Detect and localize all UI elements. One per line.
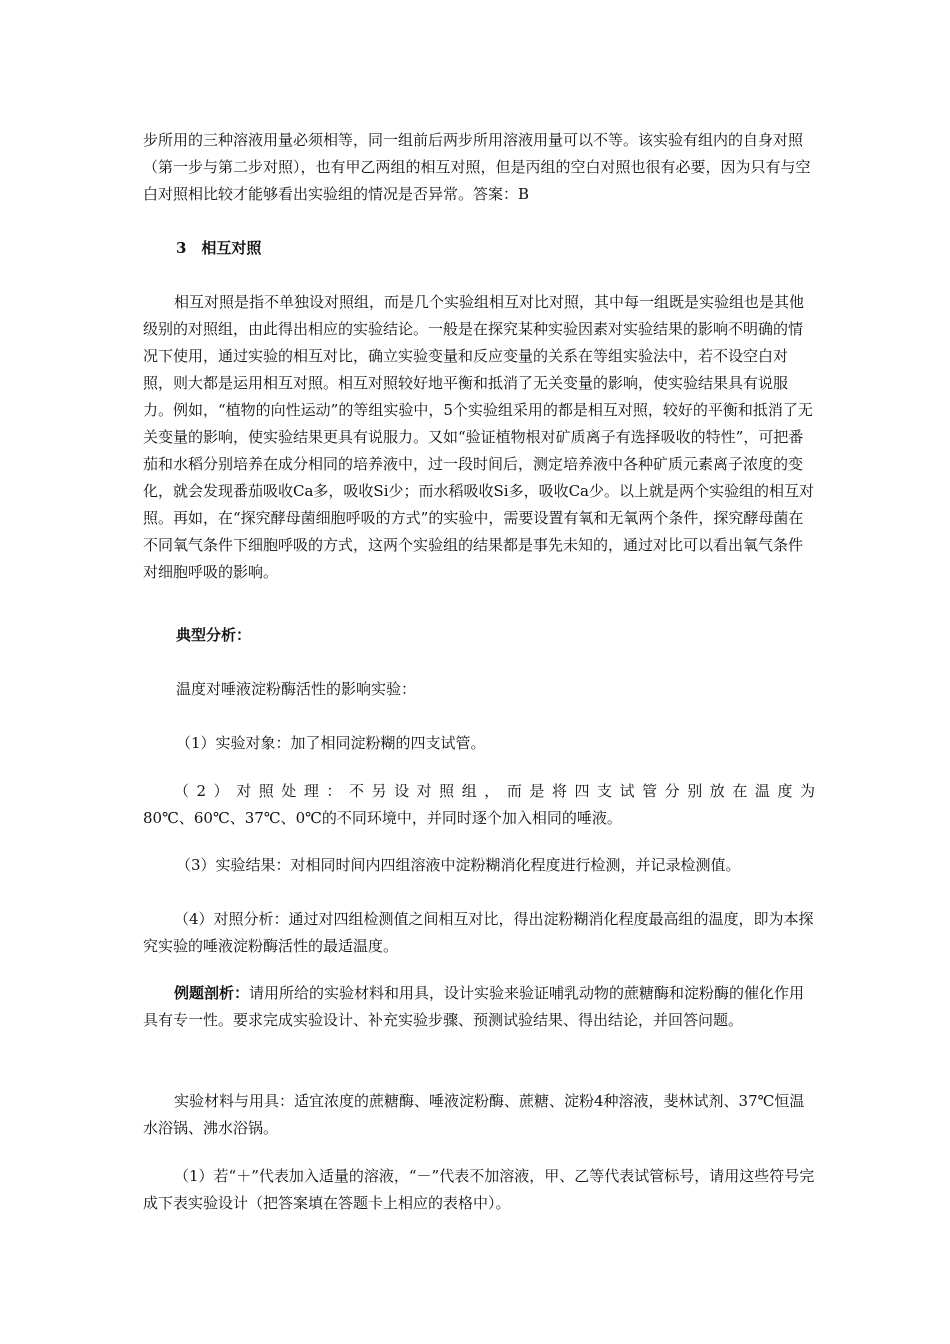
example-paragraph bbox=[143, 980, 815, 1034]
analysis-item-2 bbox=[143, 778, 815, 832]
section-heading: 3 相互对照 bbox=[176, 239, 262, 257]
intro-paragraph: 步所用的三种溶液用量必须相等，同一组前后两步所用溶液用量可以不等。该实验有组内的自身对照（第一步与第二步对照），也有甲乙两组的相互对照，但是丙组的空白对照也很有必要，因为只有与空白对照相比较才能够看出实验组的情况是否异常。答案：B bbox=[143, 131, 811, 203]
section-body-paragraph: 相互对照是指不单独设对照组，而是几个实验组相互对比对照，其中每一组既是实验组也是其他级别的对照组，由此得出相应的实验结论。一般是在探究某种实验因素对实验结果的影响不明确的情况下使用，通过实验的相互对比，确立实验变量和反应变量的关系在等组实验法中，若不设空白对照，则大都是运用相互对照。相互对照较好地平衡和抵消了无关变量的影响，使实验结果具有说服力。例如，“植物的向性运动”的等组实验中，5个实验组采用的都是相互对照，较好的平衡和抵消了无关变量的影响，使实验结果更具有说服力。又如“验证植物根对矿质离子有选择吸收的特性”，可把番茄和水稻分别培养在成分相同的培养液中，过一段时间后，测定培养液中各种矿质元素离子浓度的变化，就会发现番茄吸收Ca多，吸收Si少；而水稻吸收Si多，吸收Ca少。以上就是两个实验组的相互对照。再如，在“探究酵母菌细胞呼吸的方式”的实验中，需要设置有氧和无氧两个条件，探究酵母菌在不同氧气条件下细胞呼吸的方式，这两个实验组的结果都是事先未知的，通过对比可以看出氧气条件对细胞呼吸的影响。 bbox=[143, 293, 814, 581]
analysis-item-3: （3）实验结果：对相同时间内四组溶液中淀粉糊消化程度进行检测，并记录检测值。 bbox=[176, 856, 741, 874]
analysis-item-4: （4）对照分析：通过对四组检测值之间相互对比，得出淀粉糊消化程度最高组的温度，即为本探究实验的唾液淀粉酶活性的最适温度。 bbox=[143, 910, 814, 955]
analysis-heading: 典型分析： bbox=[176, 626, 252, 644]
analysis-item-2-line-2: 80℃、60℃、37℃、0℃的不同环境中，并同时逐个加入相同的唾液。 bbox=[143, 809, 622, 827]
materials-paragraph: 实验材料与用具：适宜浓度的蔗糖酶、唾液淀粉酶、蔗糖、淀粉4种溶液，斐林试剂、37℃恒温水浴锅、沸水浴锅。 bbox=[143, 1092, 805, 1137]
question-1-paragraph: （1）若“＋”代表加入适量的溶液，“－”代表不加溶液，甲、乙等代表试管标号，请用这些符号完成下表实验设计（把答案填在答题卡上相应的表格中）。 bbox=[143, 1167, 815, 1212]
example-label: 例题剖析： bbox=[174, 984, 250, 1002]
analysis-item-2-line-1: （2）对照处理：不另设对照组，而是将四支试管分别放在温度为 bbox=[174, 782, 815, 800]
analysis-title: 温度对唾液淀粉酶活性的影响实验： bbox=[176, 680, 417, 698]
analysis-item-1: （1）实验对象：加了相同淀粉糊的四支试管。 bbox=[176, 734, 486, 752]
example-text: 请用所给的实验材料和用具，设计实验来验证哺乳动物的蔗糖酶和淀粉酶的催化作用具有专一性。要求完成实验设计、补充实验步骤、预测试验结果、得出结论，并回答问题。 bbox=[143, 984, 805, 1029]
